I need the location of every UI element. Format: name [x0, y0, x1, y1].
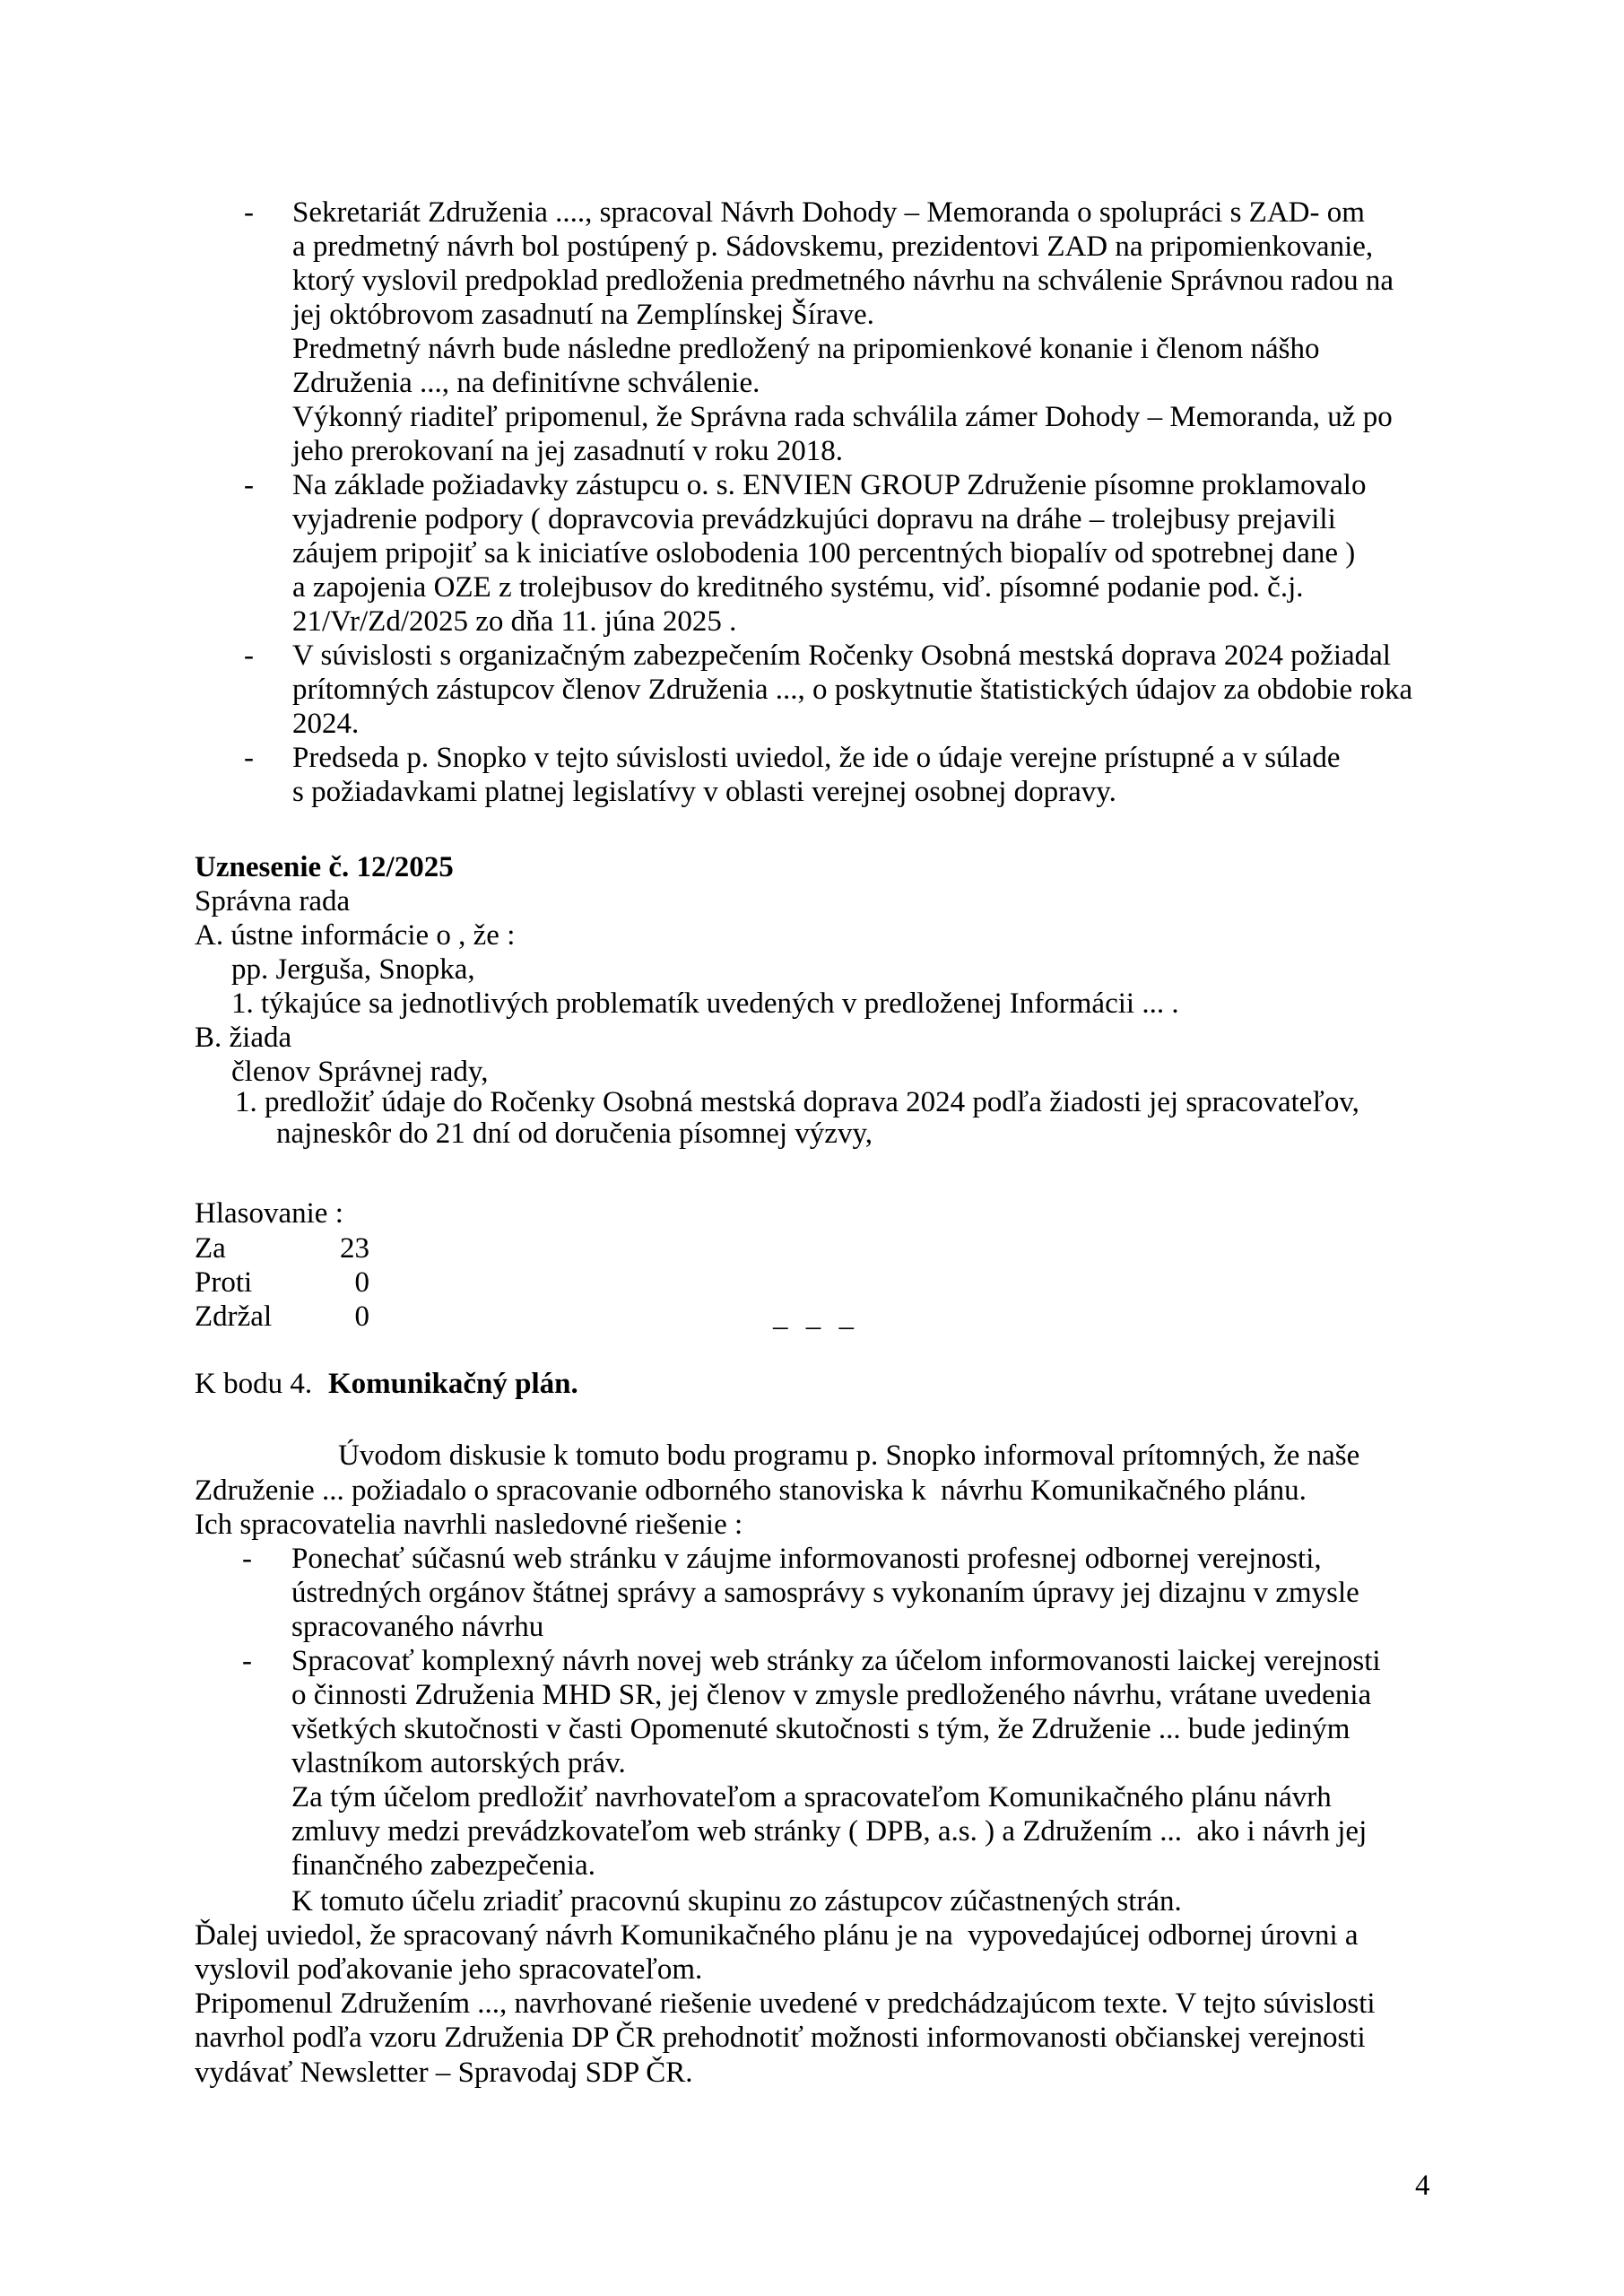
bullet-text-line: 2024.: [292, 708, 360, 740]
bullet-dash: -: [244, 742, 254, 774]
page-number: 4: [1415, 2170, 1430, 2202]
bullet-text-line: Ponechať súčasnú web stránku v záujme informovanosti profesnej odbornej verejnosti,: [291, 1543, 1322, 1575]
bullet-dash: -: [242, 1645, 252, 1677]
vote-count-for: 23: [340, 1232, 369, 1265]
bullet-text-line: všetkých skutočnosti v časti Opomenuté skutočnosti s tým, že Združenie ... bude jediným: [291, 1713, 1350, 1745]
vote-count-against: 0: [354, 1266, 369, 1299]
resolution-part-b-label: B. žiada: [195, 1022, 292, 1054]
bullet-text-line: o činnosti Združenia MHD SR, jej členov v zmysle predloženého návrhu, vrátane uvedenia: [291, 1679, 1372, 1711]
resolution-part-a-persons: pp. Jerguša, Snopka,: [231, 953, 475, 986]
bullet-text-line: finančného zabezpečenia.: [291, 1849, 595, 1882]
bullet-text-line: Združenia ..., na definitívne schválenie.: [292, 367, 760, 399]
bullet-text-line: ktorý vyslovil predpoklad predloženia predmetného návrhu na schválenie Správnou radou na: [292, 265, 1394, 297]
agenda-item-title: Komunikačný plán.: [328, 1368, 578, 1400]
vote-count-abstain: 0: [354, 1300, 369, 1333]
bullet-dash: -: [244, 196, 254, 229]
section-separator: – – –: [773, 1310, 859, 1343]
bullet-text-line: Za tým účelom predložiť navrhovateľom a spracovateľom Komunikačného plánu návrh: [291, 1781, 1332, 1813]
bullet-text-line: Predmetný návrh bude následne predložený na pripomienkové konanie i členom nášho: [292, 333, 1320, 365]
resolution-part-a-item: 1. týkajúce sa jednotlivých problematík uvedených v predloženej Informácii ... .: [231, 987, 1179, 1020]
bullet-text-line: 21/Vr/Zd/2025 zo dňa 11. júna 2025 .: [292, 605, 737, 638]
vote-label-abstain: Zdržal: [195, 1300, 273, 1333]
discussion-closing-line: Pripomenul Združením ..., navrhované riešenie uvedené v predchádzajúcom texte. V tejto súvislosti: [195, 1987, 1376, 2020]
agenda-item-prefix: K bodu 4.: [195, 1368, 313, 1400]
bullet-text-line: Výkonný riaditeľ pripomenul, že Správna rada schválila zámer Dohody – Memoranda, už po: [292, 401, 1393, 433]
resolution-part-b-target: členov Správnej rady,: [231, 1056, 489, 1088]
vote-label-for: Za: [195, 1232, 226, 1265]
discussion-intro-line: Združenie ... požiadalo o spracovanie odborného stanoviska k návrhu Komunikačného plánu.: [195, 1474, 1307, 1507]
resolution-part-b-item-cont: najneskôr do 21 dní od doručenia písomnej výzvy,: [276, 1118, 873, 1150]
bullet-dash: -: [242, 1543, 252, 1575]
vote-label-against: Proti: [195, 1266, 253, 1299]
bullet-dash: -: [244, 469, 254, 501]
bullet-text-line: a predmetný návrh bol postúpený p. Sádovskemu, prezidentovi ZAD na pripomienkovanie,: [292, 230, 1374, 263]
discussion-closing-line: vydávať Newsletter – Spravodaj SDP ČR.: [195, 2057, 693, 2089]
bullet-text-line: zmluvy medzi prevádzkovateľom web stránky ( DPB, a.s. ) a Združením ... ako i návrh jej: [291, 1815, 1368, 1848]
discussion-closing-line: navrhol podľa vzoru Združenia DP ČR prehodnotiť možnosti informovanosti občianskej verejnosti: [195, 2022, 1366, 2054]
resolution-part-a-label: A. ústne informácie o , že :: [195, 919, 516, 952]
bullet-text-line: V súvislosti s organizačným zabezpečením Ročenky Osobná mestská doprava 2024 požiadal: [292, 639, 1391, 672]
bullet-text-line: jej októbrovom zasadnutí na Zemplínskej Šírave.: [292, 299, 874, 331]
bullet-text-line: Predseda p. Snopko v tejto súvislosti uviedol, že ide o údaje verejne prístupné a v súlade: [292, 742, 1341, 774]
bullet-text-line: K tomuto účelu zriadiť pracovnú skupinu zo zástupcov zúčastnených strán.: [291, 1885, 1182, 1918]
voting-label: Hlasovanie :: [195, 1197, 343, 1230]
bullet-text-line: záujem pripojiť sa k iniciatíve oslobodenia 100 percentných biopalív od spotrebnej dane ): [292, 537, 1356, 570]
bullet-text-line: prítomných zástupcov členov Združenia ..., o poskytnutie štatistických údajov za obdobie roka: [292, 674, 1413, 706]
bullet-text-line: Sekretariát Združenia ...., spracoval Návrh Dohody – Memoranda o spolupráci s ZAD- om: [292, 196, 1365, 229]
bullet-text-line: s požiadavkami platnej legislatívy v oblasti verejnej osobnej dopravy.: [292, 776, 1116, 808]
discussion-closing-line: Ďalej uviedol, že spracovaný návrh Komunikačného plánu je na vypovedajúcej odbornej úrovni a: [195, 1919, 1359, 1952]
discussion-intro-line: Ich spracovatelia navrhli nasledovné riešenie :: [195, 1509, 743, 1541]
bullet-text-line: spracovaného návrhu: [291, 1611, 544, 1643]
resolution-part-b-item: 1. predložiť údaje do Ročenky Osobná mestská doprava 2024 podľa žiadosti jej spracovateľov,: [235, 1086, 1359, 1118]
resolution-title: Uznesenie č. 12/2025: [195, 851, 454, 883]
bullet-dash: -: [244, 639, 254, 672]
bullet-text-line: a zapojenia OZE z trolejbusov do kreditného systému, viď. písomné podanie pod. č.j.: [292, 571, 1304, 604]
bullet-text-line: vlastníkom autorských práv.: [291, 1747, 626, 1779]
resolution-body: Správna rada: [195, 885, 351, 918]
bullet-text-line: Spracovať komplexný návrh novej web stránky za účelom informovanosti laickej verejnosti: [291, 1645, 1381, 1677]
bullet-text-line: Na základe požiadavky zástupcu o. s. ENVIEN GROUP Združenie písomne proklamovalo: [292, 469, 1367, 501]
bullet-text-line: ústredných orgánov štátnej správy a samosprávy s vykonaním úpravy jej dizajnu v zmysle: [291, 1577, 1359, 1609]
discussion-intro-line: Úvodom diskusie k tomuto bodu programu p. Snopko informoval prítomných, že naše: [338, 1439, 1360, 1472]
bullet-text-line: jeho prerokovaní na jej zasadnutí v roku 2018.: [292, 435, 843, 467]
bullet-text-line: vyjadrenie podpory ( dopravcovia prevádzkujúci dopravu na dráhe – trolejbusy prejavili: [292, 503, 1336, 535]
discussion-closing-line: vyslovil poďakovanie jeho spracovateľom.: [195, 1953, 703, 1986]
